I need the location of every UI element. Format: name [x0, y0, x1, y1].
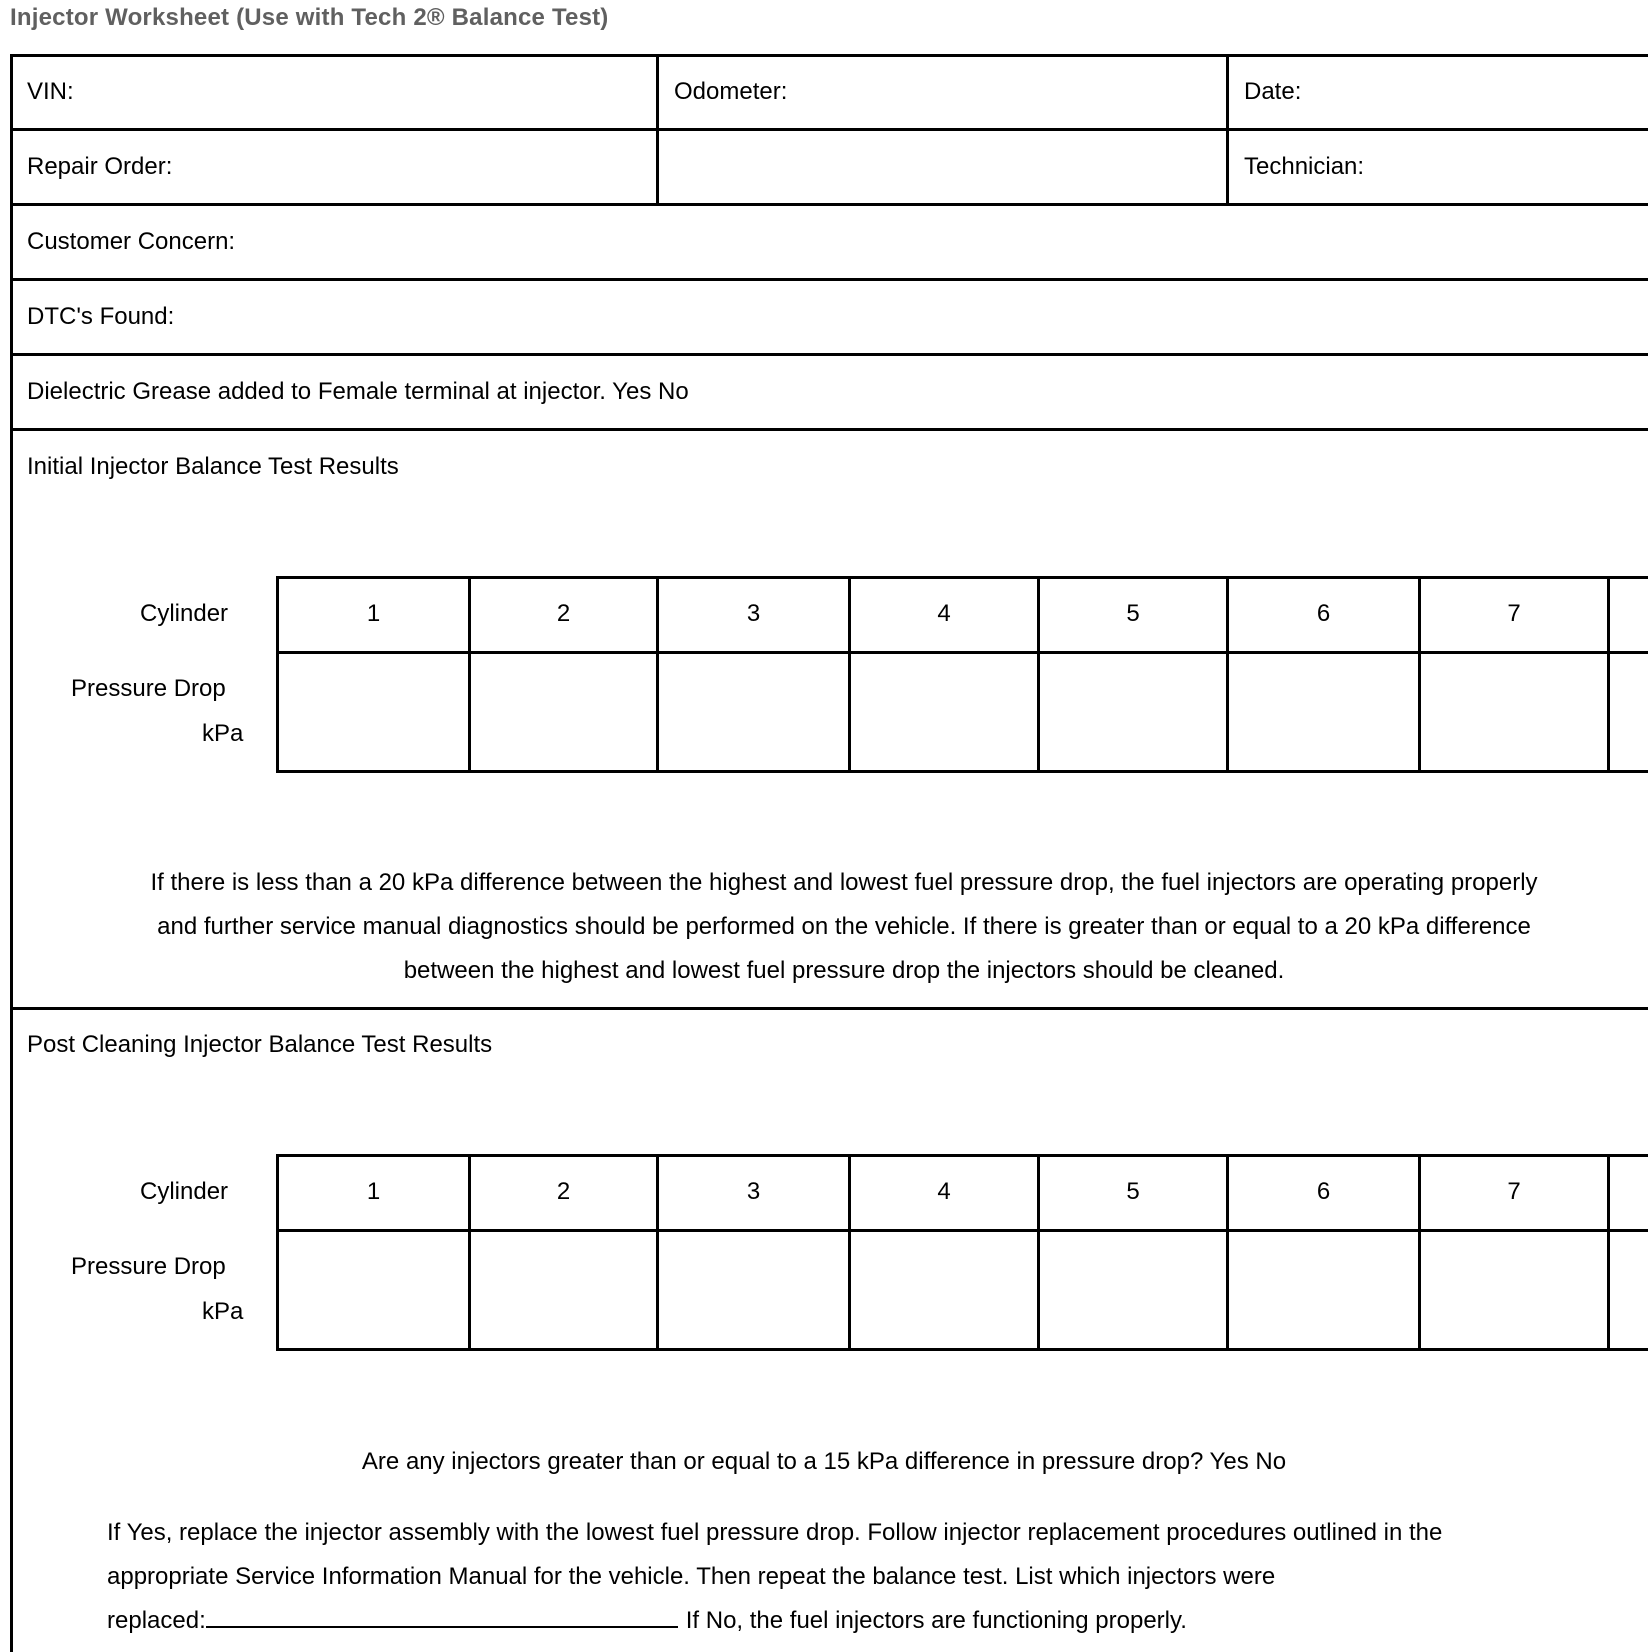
cylinder-number: 2 [556, 1178, 571, 1205]
post-cleaning-heading: Post Cleaning Injector Balance Test Results [27, 1031, 493, 1058]
vin-label: VIN: [27, 78, 74, 105]
cylinder-number: 1 [366, 600, 381, 627]
note-line: If there is less than a 20 kPa difference between the highest and lowest fuel pressure drop, the fuel injectors are operating properly [150, 869, 1538, 896]
cylinder-number: 7 [1507, 600, 1521, 627]
table-line [276, 651, 1648, 654]
customer-concern-label: Customer Concern: [27, 228, 236, 255]
initial-test-heading: Initial Injector Balance Test Results [27, 453, 399, 480]
row-divider [10, 203, 1648, 206]
initial-test-note [40, 861, 1648, 993]
table-line [276, 576, 1648, 579]
cylinder-number: 3 [746, 1178, 761, 1205]
technician-label: Technician: [1244, 153, 1365, 180]
col-divider [1226, 54, 1229, 206]
cylinder-number: 6 [1316, 1178, 1331, 1205]
cylinder-number: 3 [746, 600, 761, 627]
date-label: Date: [1244, 78, 1302, 105]
variance-question: Are any injectors greater than or equal to a 15 kPa difference in pressure drop? Yes No [361, 1448, 1287, 1475]
cylinder-number: 2 [556, 600, 571, 627]
odometer-label: Odometer: [674, 78, 788, 105]
pressure-drop-row-label: Pressure Drop [71, 1253, 226, 1280]
replaced-label: replaced: [107, 1607, 206, 1634]
note-line: between the highest and lowest fuel pressure drop the injectors should be cleaned. [403, 957, 1285, 984]
cylinder-number: 7 [1507, 1178, 1521, 1205]
table-line [1607, 576, 1610, 773]
cylinder-number: 6 [1316, 600, 1331, 627]
frame-top [10, 54, 1648, 57]
instruction-line: If Yes, replace the injector assembly with the lowest fuel pressure drop. Follow injector replacement procedures outlined in the [107, 1519, 1443, 1546]
table-line [276, 770, 1648, 773]
note-line: and further service manual diagnostics should be performed on the vehicle. If there is greater than or equal to a 20 kPa difference [157, 913, 1531, 940]
cylinder-row-label: Cylinder [140, 600, 229, 627]
table-line [276, 1229, 1648, 1232]
worksheet-title: Injector Worksheet (Use with Tech 2® Balance Test) [10, 4, 609, 31]
table-line [276, 1154, 1648, 1157]
cylinder-number: 4 [937, 600, 951, 627]
frame-left [10, 54, 13, 1652]
row-divider [10, 428, 1648, 431]
kpa-unit-label: kPa [202, 720, 244, 747]
cylinder-row-label: Cylinder [140, 1178, 229, 1205]
cylinder-number: 5 [1126, 600, 1140, 627]
row-divider [10, 128, 1648, 131]
replacement-instructions [107, 1511, 1648, 1643]
pressure-drop-row-label: Pressure Drop [71, 675, 226, 702]
row-divider [10, 1007, 1648, 1010]
dielectric-grease-label: Dielectric Grease added to Female terminal at injector. Yes No [27, 378, 689, 405]
kpa-unit-label: kPa [202, 1298, 244, 1325]
col-divider [656, 54, 659, 206]
table-line [1607, 1154, 1610, 1351]
dtcs-found-label: DTC's Found: [27, 303, 175, 330]
cylinder-number: 5 [1126, 1178, 1140, 1205]
no-result-text: If No, the fuel injectors are functioning properly. [685, 1607, 1187, 1634]
cylinder-number: 1 [366, 1178, 381, 1205]
instruction-line [107, 1599, 1648, 1643]
instruction-line: appropriate Service Information Manual for the vehicle. Then repeat the balance test. List which injectors were [107, 1563, 1276, 1590]
replaced-injectors-field[interactable] [206, 1600, 678, 1628]
table-line [276, 1348, 1648, 1351]
row-divider [10, 353, 1648, 356]
repair-order-label: Repair Order: [27, 153, 173, 180]
row-divider [10, 278, 1648, 281]
cylinder-number: 4 [937, 1178, 951, 1205]
